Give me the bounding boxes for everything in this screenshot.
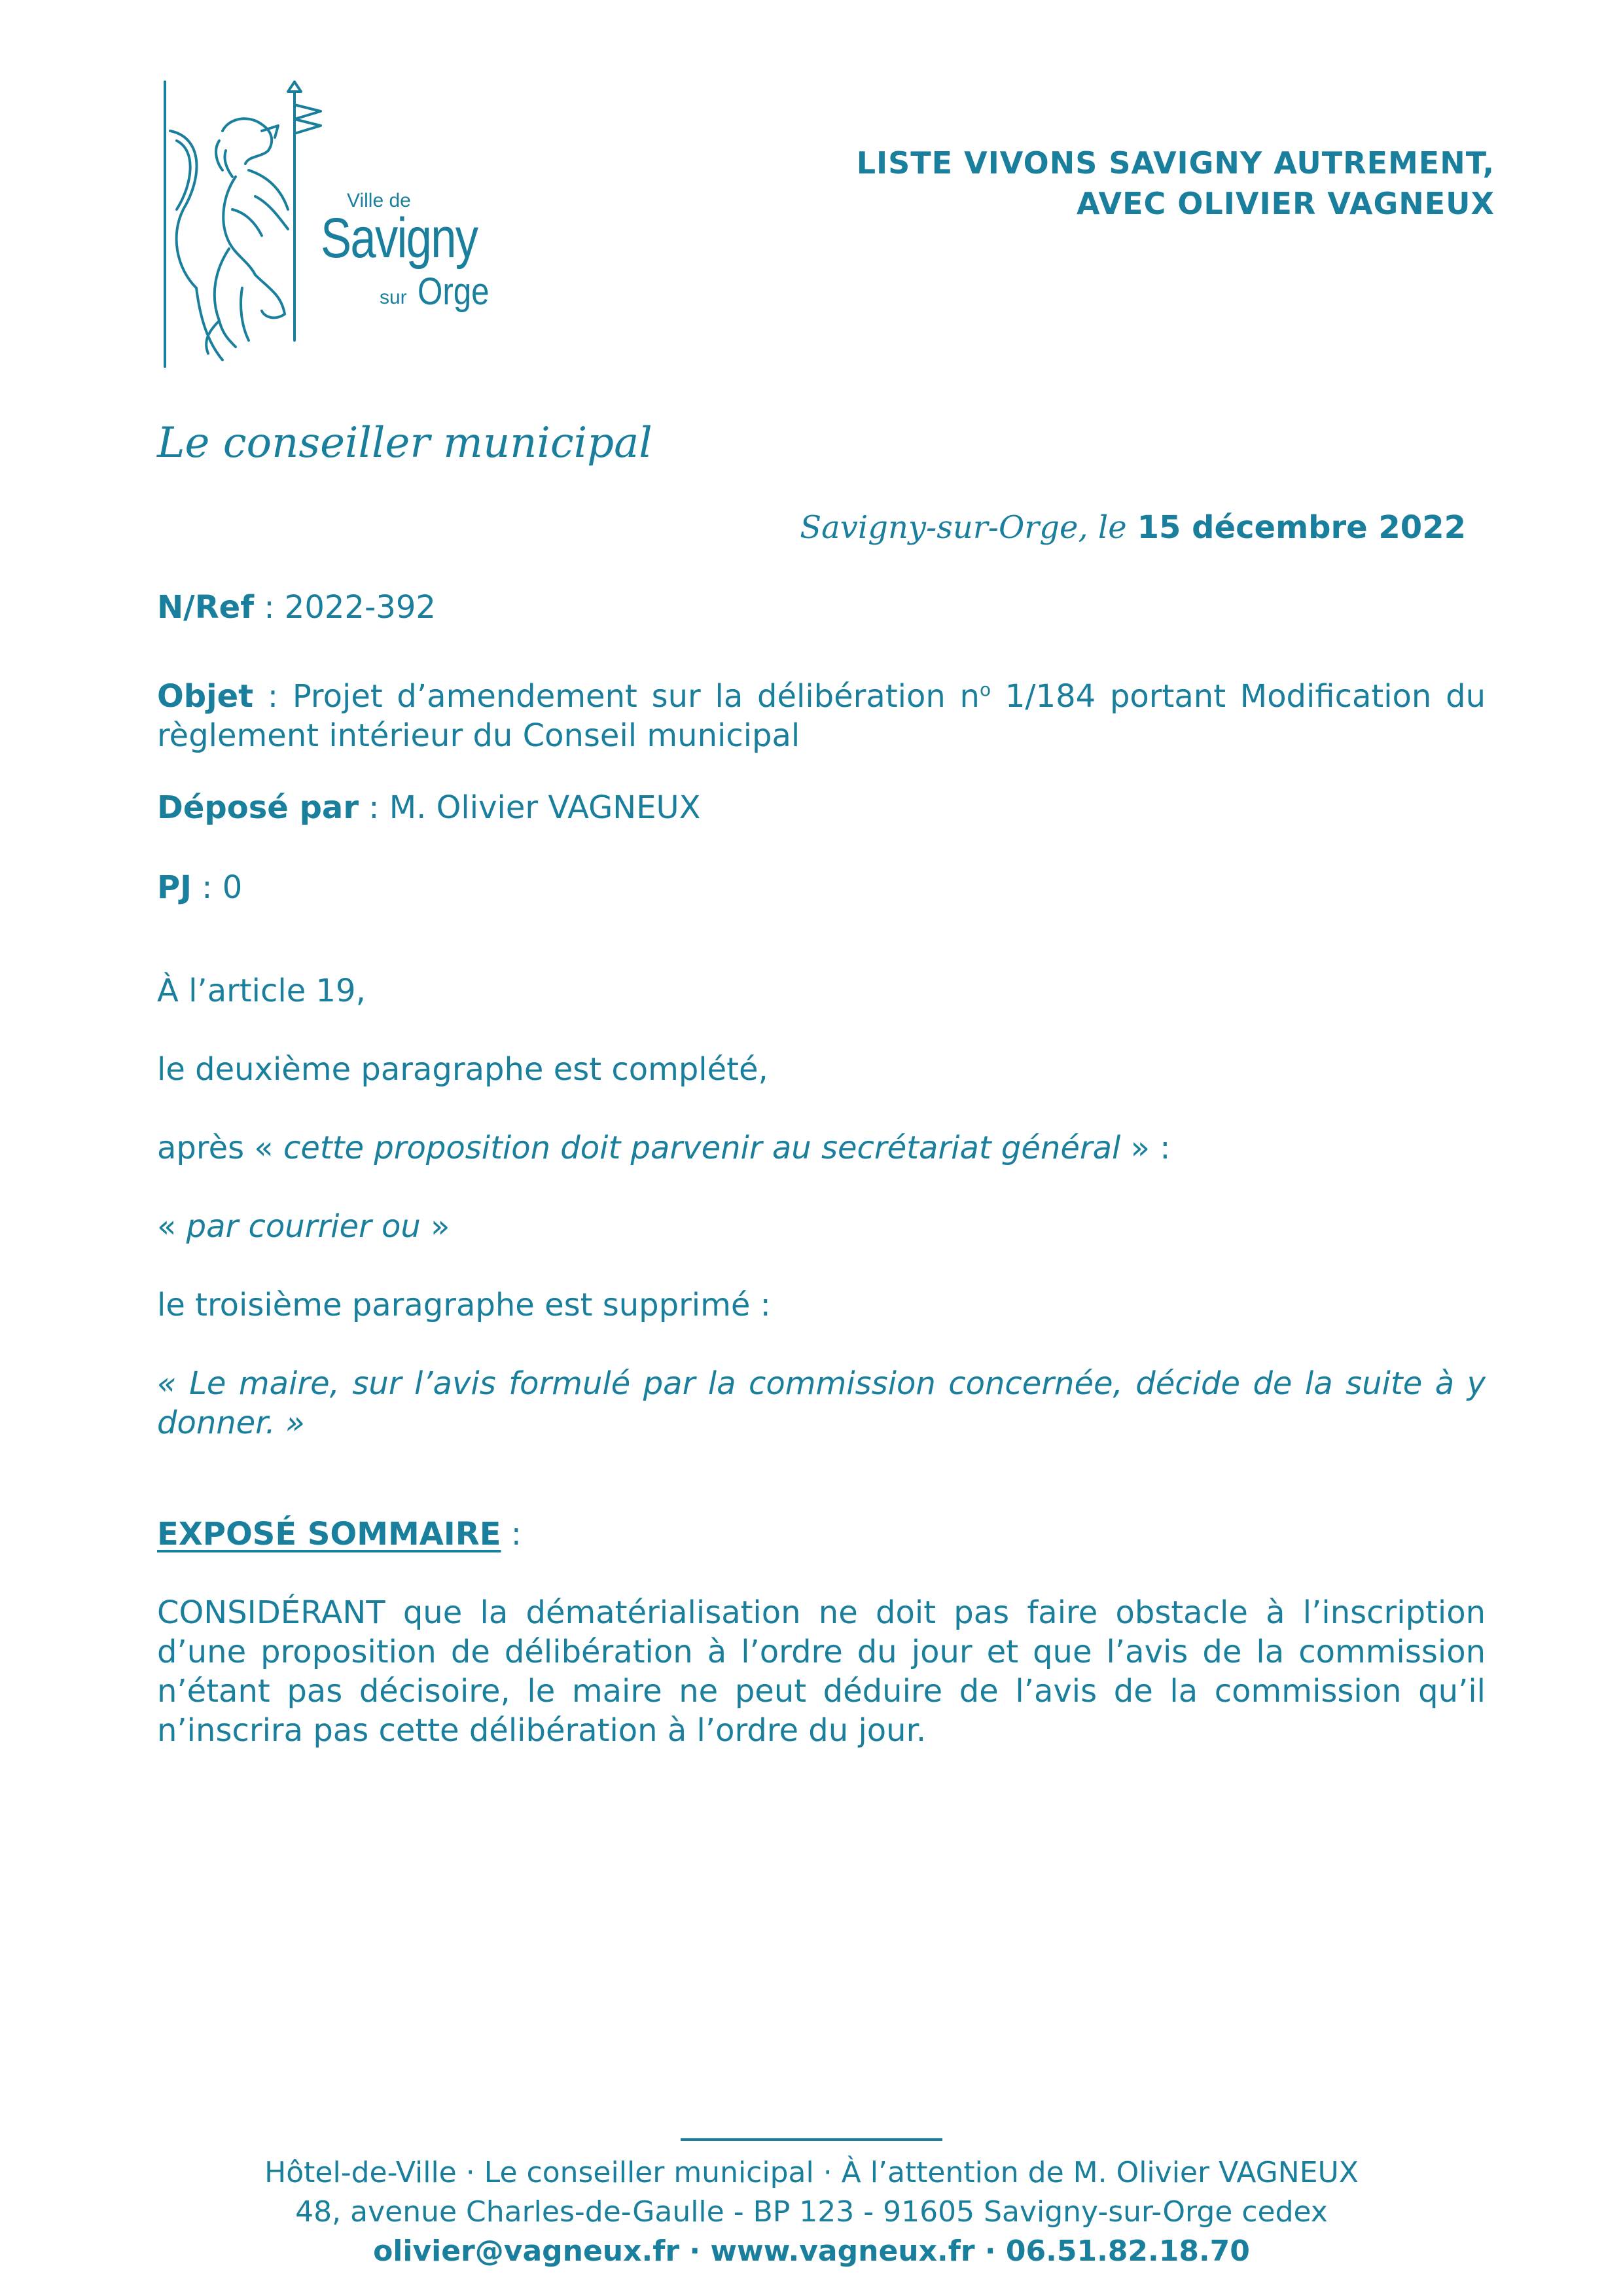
- removed-after: »: [275, 1405, 305, 1441]
- pj-sep: :: [192, 869, 223, 906]
- logo-sur: sur: [380, 287, 407, 308]
- insert-before: «: [157, 1208, 187, 1245]
- insert-line: [157, 1207, 450, 1246]
- footer-contact[interactable]: olivier@vagneux.fr · www.vagneux.fr · 06.51.82.18.70: [373, 2234, 1250, 2268]
- city-logo: [157, 79, 490, 373]
- header-line-2: AVEC OLIVIER VAGNEUX: [1077, 186, 1495, 221]
- apres-after: » :: [1120, 1130, 1171, 1166]
- ref-value: 2022-392: [284, 589, 436, 626]
- depose-value: M. Olivier VAGNEUX: [389, 789, 701, 826]
- date-place: Savigny-sur-Orge, le: [800, 509, 1127, 546]
- depose-line: [157, 788, 701, 827]
- removed-quote: Le maire, sur l’avis formulé par la commission concernée, décide de la suite à y donner.: [157, 1365, 1486, 1441]
- logo-savigny: Savigny: [321, 207, 478, 270]
- removed-quote-block: [157, 1364, 1486, 1443]
- expose-heading: EXPOSÉ SOMMAIRE: [157, 1516, 501, 1552]
- pj-line: [157, 868, 242, 907]
- removed-before: «: [157, 1365, 190, 1402]
- letter-date: [800, 509, 1466, 546]
- apres-quote: cette proposition doit parvenir au secrétariat général: [283, 1130, 1121, 1166]
- expose-sep: :: [501, 1516, 522, 1552]
- objet-label: Objet: [157, 678, 254, 715]
- header-line-1: LISTE VIVONS SAVIGNY AUTREMENT,: [856, 145, 1495, 181]
- paragraph-three-line: le troisième paragraphe est supprimé :: [157, 1287, 771, 1323]
- objet-value-start: Projet d’amendement sur la délibération n: [292, 678, 980, 715]
- expose-text: CONSIDÉRANT que la dématérialisation ne doit pas faire obstacle à l’inscription d’une proposition de délibération à l’ordre du jour et que l’avis de la commission n’étant pas décisoire, le maire ne peut déduire de l’avis de la commission qu’il n’inscrira pas cette délibération à l’ordre du jour.: [157, 1594, 1486, 1749]
- objet-value-end: 1/184 portant Modification du règlement intérieur du Conseil municipal: [157, 678, 1486, 754]
- date-value: 15 décembre 2022: [1137, 509, 1466, 546]
- sender-title: Le conseiller municipal: [157, 419, 652, 467]
- footer-line-1: Hôtel-de-Ville · Le conseiller municipal · À l’attention de M. Olivier VAGNEUX: [264, 2156, 1359, 2189]
- footer-divider: [681, 2138, 942, 2141]
- list-header: [857, 143, 1495, 224]
- apres-line: [157, 1128, 1170, 1168]
- depose-label: Déposé par: [157, 789, 359, 826]
- paragraph-two-line: le deuxième paragraphe est complété,: [157, 1051, 768, 1088]
- insert-after: »: [420, 1208, 450, 1245]
- expose-heading-line: [157, 1515, 522, 1554]
- footer-line-2: 48, avenue Charles-de-Gaulle - BP 123 - 91605 Savigny-sur-Orge cedex: [295, 2195, 1328, 2229]
- pj-label: PJ: [157, 869, 192, 906]
- pj-value: 0: [222, 869, 243, 906]
- depose-sep: :: [359, 789, 389, 826]
- objet-sup: o: [979, 679, 991, 700]
- objet-block: [157, 670, 1486, 755]
- article-line: À l’article 19,: [157, 973, 366, 1009]
- ref-sep: :: [254, 589, 285, 626]
- apres-before: après «: [157, 1130, 283, 1166]
- objet-sep: :: [253, 678, 293, 715]
- insert-quote: par courrier ou: [186, 1208, 421, 1245]
- reference-line: [157, 588, 436, 627]
- ref-label: N/Ref: [157, 589, 255, 626]
- logo-ville-de: Ville de: [347, 190, 411, 211]
- logo-orge: Orge: [418, 270, 490, 313]
